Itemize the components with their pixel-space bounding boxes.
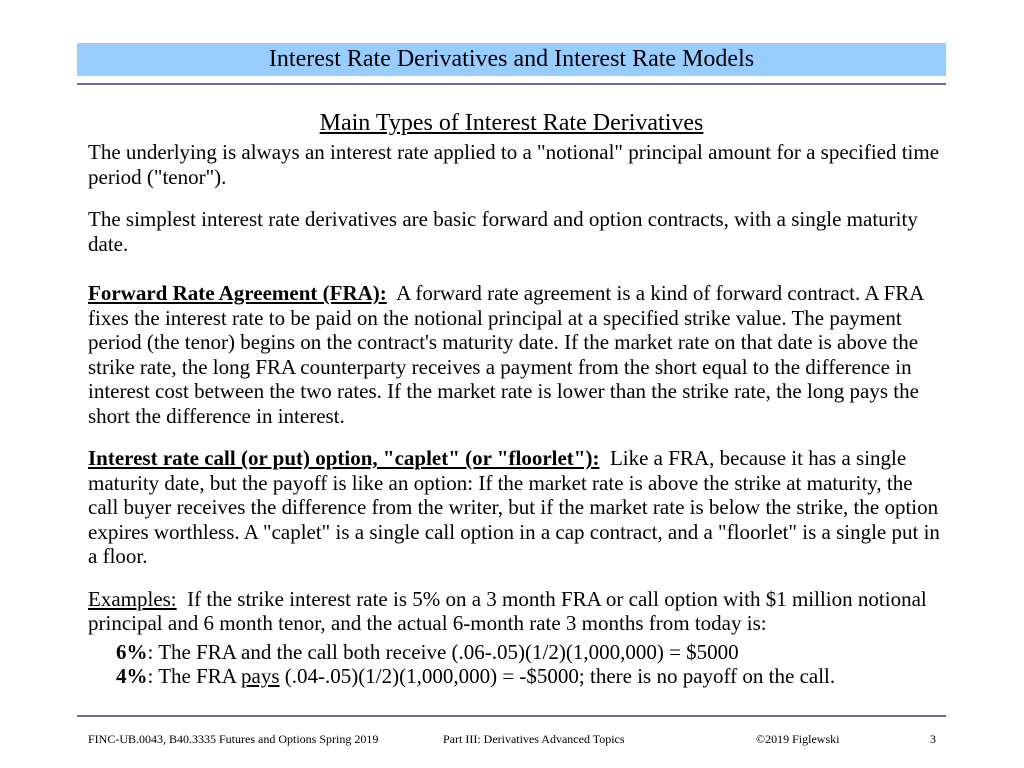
- fra-paragraph: [88, 281, 948, 428]
- footer-part: Part III: Derivatives Advanced Topics: [443, 732, 625, 746]
- caplet-paragraph: [88, 446, 948, 569]
- examples-heading: Examples:: [88, 586, 177, 611]
- caplet-heading: Interest rate call (or put) option, "caplet" (or "floorlet"):: [88, 446, 600, 470]
- example-case-4pct: [88, 664, 948, 689]
- top-divider: [77, 83, 946, 85]
- simple-derivatives-paragraph: The simplest interest rate derivatives are basic forward and option contracts, with a single maturity date.: [88, 207, 918, 256]
- footer-course: FINC-UB.0043, B40.3335 Futures and Options Spring 2019: [88, 732, 379, 746]
- case2-pre: : The FRA: [147, 664, 242, 688]
- examples-text: If the strike interest rate is 5% on a 3 month FRA or call option with $1 million notional principal and 6 month tenor, and the actual 6-month rate 3 months from today is:: [88, 586, 927, 635]
- case1-text: : The FRA and the call both receive (.06-.05)(1/2)(1,000,000) = $5000: [147, 639, 739, 664]
- deck-title: Interest Rate Derivatives and Interest Rate Models: [268, 46, 755, 72]
- example-case-6pct: [88, 640, 948, 665]
- page-number: 3: [930, 732, 936, 746]
- case2-pays: pays: [241, 664, 280, 688]
- case2-rate: 4%: [116, 664, 148, 688]
- intro-paragraph: The underlying is always an interest rate applied to a "notional" principal amount for a specified time period ("tenor").: [88, 140, 940, 189]
- bottom-divider: [77, 715, 946, 717]
- case2-post: (.04-.05)(1/2)(1,000,000) = -$5000; there is no payoff on the call.: [279, 664, 836, 688]
- slide-body: [88, 140, 948, 689]
- examples-paragraph: [88, 587, 948, 636]
- caplet-text: Like a FRA, because it has a single maturity date, but the payoff is like an option: If the market rate is above the strike at maturity, the call buyer receives the difference from the writer, but if the market rate is below the strike, the option expires worthless. A "caplet" is a single call option in a cap contract, and a "floorlet" is a single put in a floor.: [88, 446, 940, 568]
- footer-copyright: ©2019 Figlewski: [756, 732, 840, 746]
- slide-title: Main Types of Interest Rate Derivatives: [319, 110, 704, 136]
- fra-heading: Forward Rate Agreement (FRA):: [88, 281, 387, 305]
- header-bar: [77, 43, 946, 76]
- fra-text: A forward rate agreement is a kind of forward contract. A FRA fixes the interest rate to be paid on the notional principal at a specified strike value. The payment period (the tenor) begins on the contract's maturity date. If the market rate on that date is above the strike rate, the long FRA counterparty receives a payment from the short equal to the difference in interest cost between the two rates. If the market rate is lower than the strike rate, the long pays the short the difference in interest.: [88, 281, 924, 428]
- case1-rate: 6%: [116, 639, 148, 664]
